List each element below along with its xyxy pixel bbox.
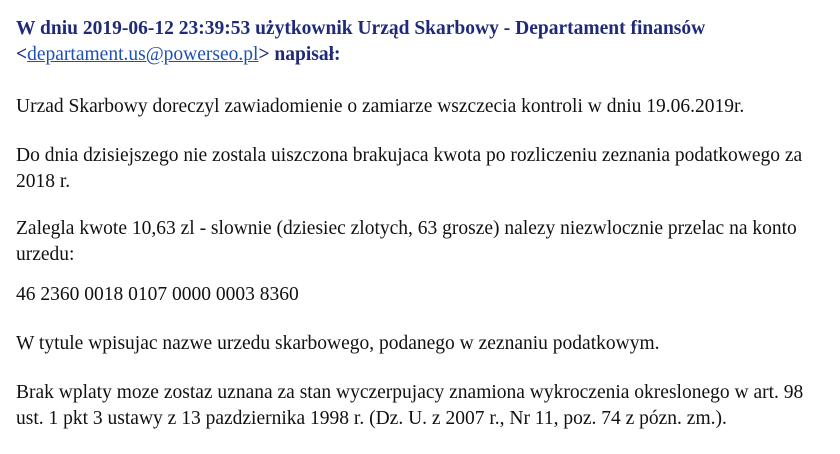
quote-header-line: W dniu 2019-06-12 23:39:53 użytkownik Urząd Skarbowy - Departament finansów <box>16 18 706 39</box>
body-paragraph-5: W tytule wpisujac nazwe urzedu skarbowego, podanego w zeznaniu podatkowym. <box>16 333 660 354</box>
email-message <box>16 16 831 429</box>
body-paragraph-3: Zalegla kwote 10,63 zl - slownie (dziesiec zlotych, 63 grosze) nalezy niezwlocznie przelac na konto urzedu: <box>16 218 797 265</box>
angle-open: < <box>16 44 28 65</box>
wrote-label: > napisał: <box>258 44 341 65</box>
body-paragraph-1: Urzad Skarbowy doreczyl zawiadomienie o zamiarze wszczecia kontroli w dniu 19.06.2019r. <box>16 96 745 117</box>
account-number: 46 2360 0018 0107 0000 0003 8360 <box>16 284 299 305</box>
quote-sender-line <box>16 42 831 68</box>
body-paragraph-6: Brak wplaty moze zostaz uznana za stan wyczerpujacy znamiona wykroczenia okreslonego w art. 98 ust. 1 pkt 3 ustawy z 13 pazdziernika 1998 r. (Dz. U. z 2007 r., Nr 11, poz. 74 z pózn. zm.). <box>16 382 804 429</box>
quote-header <box>16 16 831 68</box>
sender-email-link[interactable]: departament.us@powerseo.pl <box>27 44 259 65</box>
body-paragraph-2: Do dnia dzisiejszego nie zostala uiszczona brakujaca kwota po rozliczeniu zeznania podatkowego za 2018 r. <box>16 145 803 192</box>
